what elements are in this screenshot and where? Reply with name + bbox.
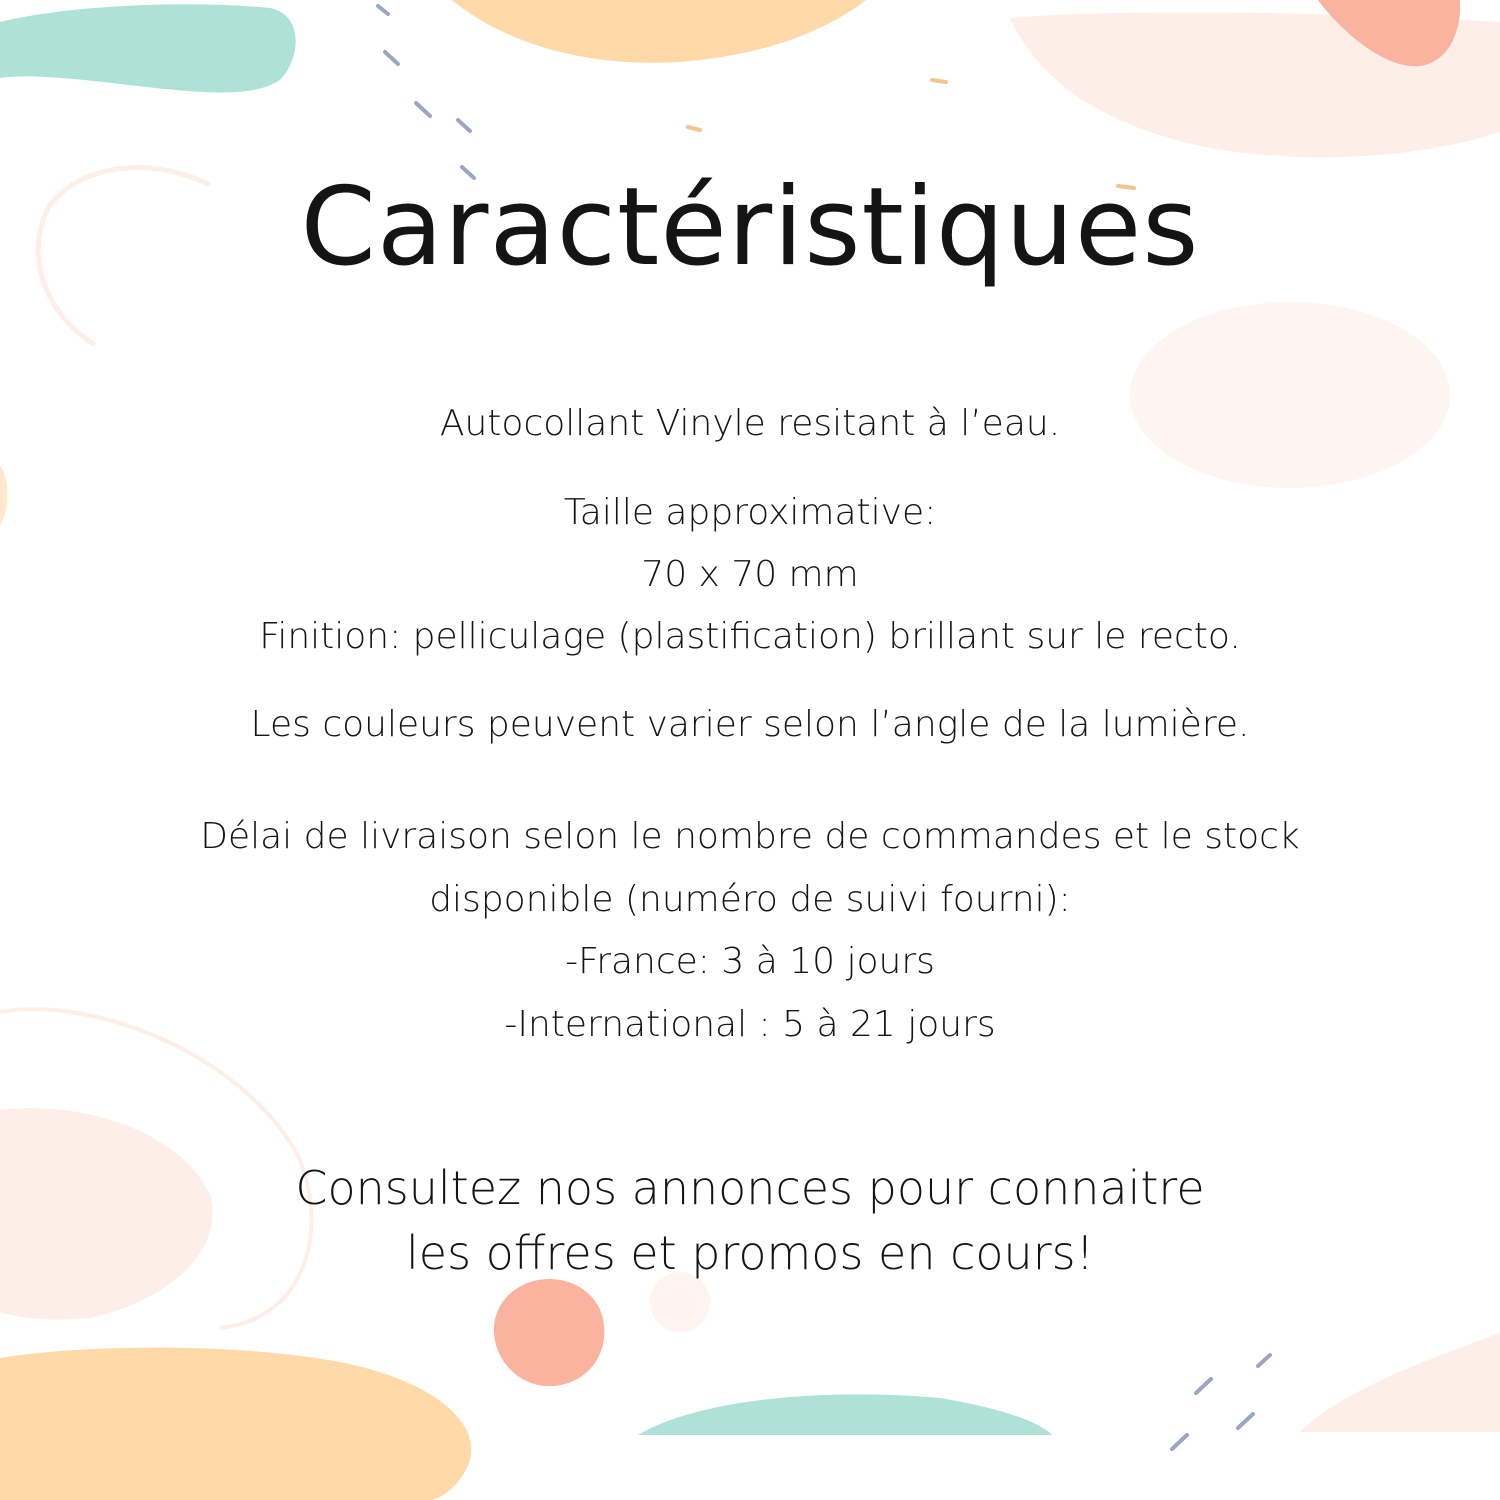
delivery-line-2: disponible (numéro de suivi fourni): — [429, 879, 1071, 920]
colors-note: Les couleurs peuvent varier selon l’angle de la lumière. — [250, 704, 1250, 745]
material-text: Autocollant Vinyle resitant à l’eau. — [439, 403, 1061, 444]
finish-text: Finition: pelliculage (plastification) brillant sur le recto. — [259, 616, 1241, 657]
size-value: 70 x 70 mm — [641, 554, 859, 595]
cta-line-2: les offres et promos en cours! — [405, 1226, 1095, 1280]
delivery-line-1: Délai de livraison selon le nombre de commandes et le stock — [200, 816, 1300, 857]
page-title: Caractéristiques — [300, 165, 1200, 290]
size-label: Taille approximative: — [563, 492, 937, 533]
delivery-international: -International : 5 à 21 jours — [504, 1004, 996, 1045]
delivery-france: -France: 3 à 10 jours — [565, 941, 935, 982]
cta-line-1: Consultez nos annonces pour connaitre — [295, 1161, 1205, 1215]
